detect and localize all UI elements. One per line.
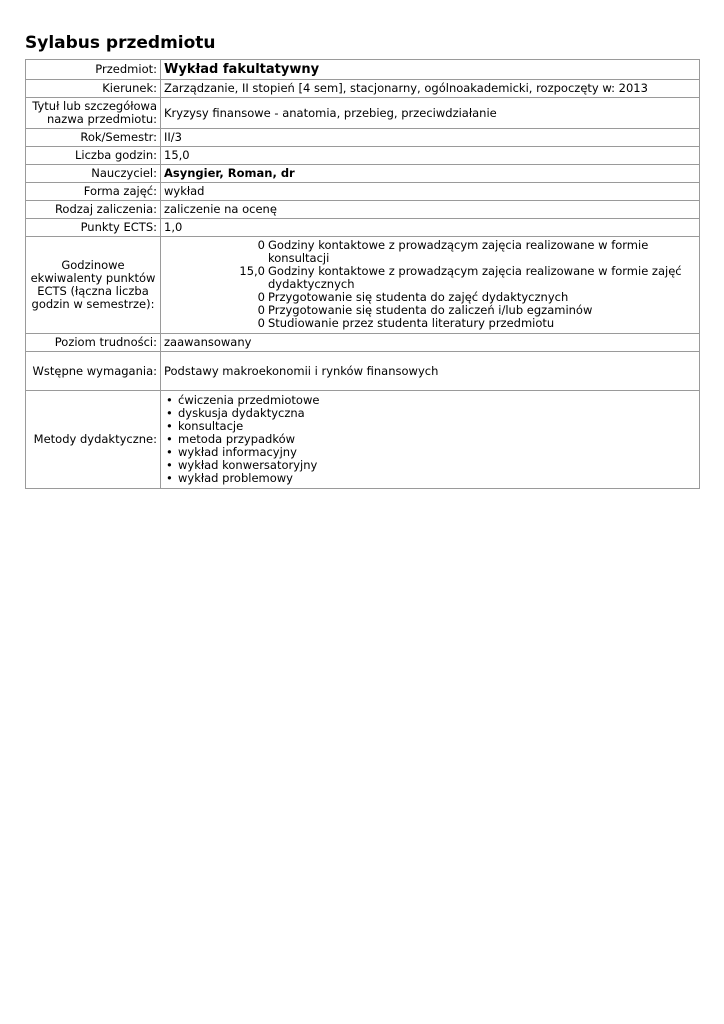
value-rodzaj: zaliczenie na ocenę xyxy=(161,201,700,219)
value-wymagania: Podstawy makroekonomii i rynków finansowych xyxy=(161,352,700,391)
list-item: • ćwiczenia przedmiotowe xyxy=(164,394,696,407)
hours-value: 0 xyxy=(257,238,265,252)
syllabus-table xyxy=(25,59,700,489)
row-kierunek xyxy=(26,80,700,98)
value-rok: II/3 xyxy=(161,129,700,147)
value-godziny: 15,0 xyxy=(161,147,700,165)
label-ects: Punkty ECTS: xyxy=(26,219,161,237)
list-item: • wykład konwersatoryjny xyxy=(164,459,696,472)
hours-description: Godziny kontaktowe z prowadzącym zajęcia realizowane w formie konsultacji xyxy=(268,238,649,265)
value-tytul: Kryzysy finansowe - anatomia, przebieg, przeciwdziałanie xyxy=(161,98,700,129)
label-forma: Forma zajęć: xyxy=(26,183,161,201)
hours-description: Przygotowanie się studenta do zaliczeń i/lub egzaminów xyxy=(268,303,593,317)
hours-description: Studiowanie przez studenta literatury przedmiotu xyxy=(268,316,555,330)
label-metody: Metody dydaktyczne: xyxy=(26,391,161,489)
row-ekwiwalenty xyxy=(26,237,700,334)
label-nauczyciel: Nauczyciel: xyxy=(26,165,161,183)
hours-value: 0 xyxy=(257,303,265,317)
hours-description: Przygotowanie się studenta do zajęć dydaktycznych xyxy=(268,290,569,304)
row-godziny xyxy=(26,147,700,165)
label-kierunek: Kierunek: xyxy=(26,80,161,98)
value-ekwiwalenty xyxy=(161,237,700,334)
row-metody xyxy=(26,391,700,489)
row-ects xyxy=(26,219,700,237)
value-ects: 1,0 xyxy=(161,219,700,237)
hours-item xyxy=(161,317,696,330)
row-poziom xyxy=(26,334,700,352)
value-metody xyxy=(161,391,700,489)
row-rodzaj xyxy=(26,201,700,219)
list-item: • metoda przypadków xyxy=(164,433,696,446)
row-forma xyxy=(26,183,700,201)
hours-value: 15,0 xyxy=(239,264,265,278)
label-ekwiwalenty: Godzinowe ekwiwalenty punktów ECTS (łączna liczba godzin w semestrze): xyxy=(26,237,161,334)
row-rok xyxy=(26,129,700,147)
row-przedmiot xyxy=(26,60,700,80)
value-przedmiot: Wykład fakultatywny xyxy=(161,60,700,80)
hours-item xyxy=(161,265,696,291)
list-item: • konsultacje xyxy=(164,420,696,433)
label-rok: Rok/Semestr: xyxy=(26,129,161,147)
label-poziom: Poziom trudności: xyxy=(26,334,161,352)
label-godziny: Liczba godzin: xyxy=(26,147,161,165)
hours-value: 0 xyxy=(257,316,265,330)
value-nauczyciel: Asyngier, Roman, dr xyxy=(161,165,700,183)
label-przedmiot: Przedmiot: xyxy=(26,60,161,80)
row-wymagania xyxy=(26,352,700,391)
row-tytul xyxy=(26,98,700,129)
page-title: Sylabus przedmiotu xyxy=(25,33,216,53)
row-nauczyciel xyxy=(26,165,700,183)
list-item: • dyskusja dydaktyczna xyxy=(164,407,696,420)
value-poziom: zaawansowany xyxy=(161,334,700,352)
label-tytul: Tytuł lub szczegółowa nazwa przedmiotu: xyxy=(26,98,161,129)
label-wymagania: Wstępne wymagania: xyxy=(26,352,161,391)
list-item: • wykład problemowy xyxy=(164,472,696,485)
methods-list xyxy=(164,394,696,485)
hours-item xyxy=(161,239,696,265)
label-rodzaj: Rodzaj zaliczenia: xyxy=(26,201,161,219)
hours-value: 0 xyxy=(257,290,265,304)
value-kierunek: Zarządzanie, II stopień [4 sem], stacjonarny, ogólnoakademicki, rozpoczęty w: 2013 xyxy=(161,80,700,98)
value-forma: wykład xyxy=(161,183,700,201)
list-item: • wykład informacyjny xyxy=(164,446,696,459)
hours-description: Godziny kontaktowe z prowadzącym zajęcia realizowane w formie zajęć dydaktycznych xyxy=(268,264,682,291)
